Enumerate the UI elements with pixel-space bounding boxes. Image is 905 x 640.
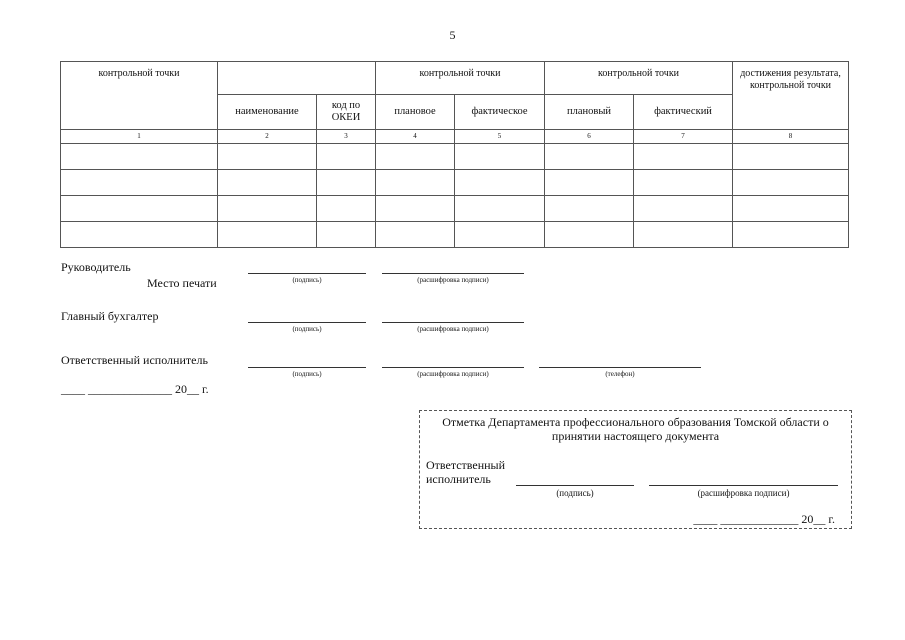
header-planned-value: плановое	[376, 95, 455, 130]
accountant-signature-line[interactable]	[248, 322, 366, 323]
executor-phone-line[interactable]	[539, 367, 701, 368]
table-cell[interactable]	[634, 222, 733, 248]
table-cell[interactable]	[317, 144, 376, 170]
page-number: 5	[449, 28, 456, 42]
executor-label: Ответственный исполнитель	[61, 353, 208, 367]
column-number: 5	[455, 130, 545, 144]
table-cell[interactable]	[634, 144, 733, 170]
table-cell[interactable]	[733, 196, 849, 222]
header-empty-group	[218, 62, 376, 95]
table-cell[interactable]	[455, 196, 545, 222]
table-cell[interactable]	[61, 222, 218, 248]
accountant-signature-caption: (подпись)	[292, 325, 322, 333]
table-cell[interactable]	[376, 170, 455, 196]
head-label: Руководитель	[61, 260, 131, 274]
header-control-point-values: контрольной точки	[376, 62, 545, 95]
box-date-line[interactable]: ____ _____________ 20__ г.	[693, 512, 835, 526]
head-decoding-line[interactable]	[382, 273, 524, 274]
table-cell[interactable]	[218, 222, 317, 248]
table-cell[interactable]	[455, 144, 545, 170]
executor-decoding-caption: (расшифровка подписи)	[417, 370, 489, 378]
table-cell[interactable]	[317, 170, 376, 196]
box-executor-label-line2: исполнитель	[426, 472, 491, 486]
box-executor-label-line1: Ответственный	[426, 458, 506, 472]
table-cell[interactable]	[634, 196, 733, 222]
table-cell[interactable]	[545, 196, 634, 222]
table-row	[61, 222, 849, 248]
table-cell[interactable]	[634, 170, 733, 196]
column-number: 4	[376, 130, 455, 144]
table-cell[interactable]	[545, 170, 634, 196]
header-name: наименование	[218, 95, 317, 130]
header-actual-value: фактическое	[455, 95, 545, 130]
table-cell[interactable]	[218, 170, 317, 196]
head-signature-line[interactable]	[248, 273, 366, 274]
seal-label: Место печати	[147, 276, 217, 290]
executor-decoding-line[interactable]	[382, 367, 524, 368]
table-cell[interactable]	[376, 196, 455, 222]
header-actual-date: фактический	[634, 95, 733, 130]
header-planned-date: плановый	[545, 95, 634, 130]
column-number: 7	[634, 130, 733, 144]
table-cell[interactable]	[733, 144, 849, 170]
table-cell[interactable]	[61, 170, 218, 196]
executor-signature-caption: (подпись)	[292, 370, 322, 378]
table-cell[interactable]	[218, 144, 317, 170]
table-cell[interactable]	[545, 222, 634, 248]
box-decoding-line[interactable]	[649, 485, 838, 486]
table-row	[61, 196, 849, 222]
table-cell[interactable]	[317, 196, 376, 222]
accountant-label: Главный бухгалтер	[61, 309, 159, 323]
accountant-decoding-line[interactable]	[382, 322, 524, 323]
table-cell[interactable]	[733, 222, 849, 248]
column-number: 8	[733, 130, 849, 144]
header-okei-code: код по ОКЕИ	[317, 95, 376, 130]
accountant-decoding-caption: (расшифровка подписи)	[417, 325, 489, 333]
table-cell[interactable]	[317, 222, 376, 248]
header-control-point-dates: контрольной точки	[545, 62, 733, 95]
head-signature-caption: (подпись)	[292, 276, 322, 284]
table-cell[interactable]	[733, 170, 849, 196]
table-cell[interactable]	[455, 170, 545, 196]
column-numbers-row	[61, 130, 849, 144]
box-signature-line[interactable]	[516, 485, 634, 486]
table-cell[interactable]	[61, 196, 218, 222]
head-decoding-caption: (расшифровка подписи)	[417, 276, 489, 284]
column-number: 3	[317, 130, 376, 144]
header-control-point: контрольной точки	[61, 62, 218, 130]
table-cell[interactable]	[455, 222, 545, 248]
table-cell[interactable]	[376, 222, 455, 248]
table-cell[interactable]	[376, 144, 455, 170]
table-row	[61, 170, 849, 196]
box-signature-caption: (подпись)	[556, 488, 594, 498]
report-table	[60, 61, 849, 248]
date-line[interactable]: ____ ______________ 20__ г.	[61, 382, 209, 396]
executor-phone-caption: (телефон)	[605, 370, 635, 378]
table-cell[interactable]	[218, 196, 317, 222]
table-cell[interactable]	[61, 144, 218, 170]
column-number: 6	[545, 130, 634, 144]
table-cell[interactable]	[545, 144, 634, 170]
header-row-1	[61, 62, 849, 95]
column-number: 2	[218, 130, 317, 144]
department-box-title: Отметка Департамента профессионального образования Томской области о принятии настоящего документа	[442, 415, 829, 443]
department-approval-box	[419, 410, 852, 529]
header-achievement: достижения результата, контрольной точки	[733, 62, 849, 130]
box-decoding-caption: (расшифровка подписи)	[697, 488, 790, 498]
executor-signature-line[interactable]	[248, 367, 366, 368]
table-row	[61, 144, 849, 170]
column-number: 1	[61, 130, 218, 144]
